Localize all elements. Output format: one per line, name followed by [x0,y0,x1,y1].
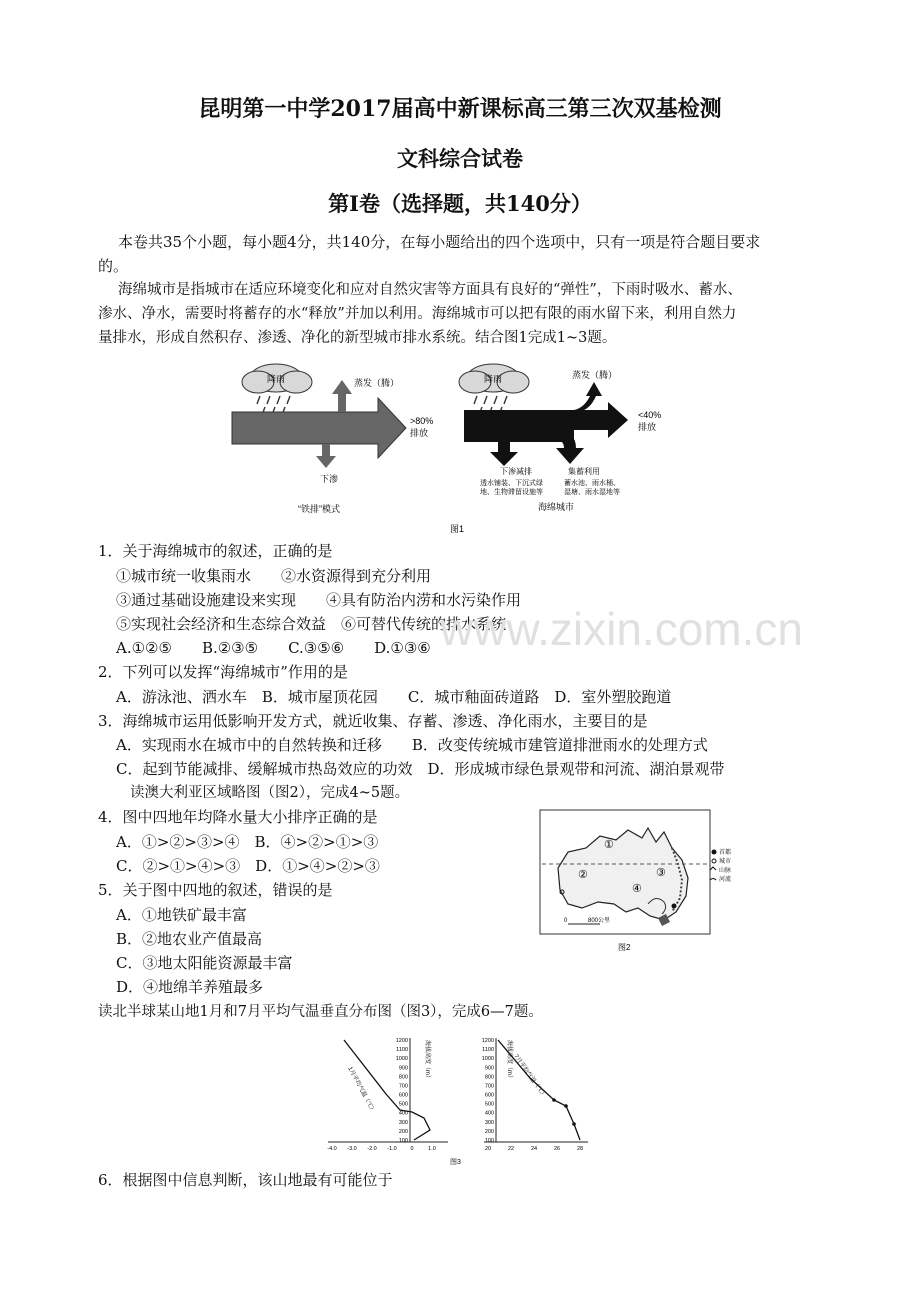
left-down-label: 下渗 [320,474,339,484]
july-point [572,1122,576,1126]
right-out-label: <40% [638,410,662,420]
right-evap-arrow [574,382,602,412]
right-down-arrow [490,442,518,466]
intro-line: 的。 [98,257,129,275]
right-x-tick-label: 28 [576,1146,584,1152]
question-5-option-c: C．③地太阳能资源最丰富 [116,954,293,972]
figure-2-map [538,808,734,958]
question-2-stem: 2．下列可以发挥“海绵城市”作用的是 [98,663,348,681]
question-5-stem: 5．关于图中四地的叙述，错误的是 [98,881,333,899]
map-marker-1: ① [604,839,614,851]
left-flow-arrow [232,398,406,458]
legend-mountain: 山脉 [719,868,732,874]
question-1-item: ⑤实现社会经济和生态综合效益 ⑥可替代传统的排水系统 [116,615,507,633]
january-curve [344,1040,430,1140]
right-store-label: 集蓄利用 [568,467,600,476]
right-y-tick-label: 1100 [482,1047,494,1054]
scale-zero: 0 [564,918,568,924]
right-y-tick-label: 200 [484,1128,494,1135]
legend-river: 河流 [719,877,732,883]
passage-line: 量排水，形成自然积存、渗透、净化的新型城市排水系统。结合图1完成1~3题。 [98,330,617,346]
right-y-tick-label: 500 [484,1101,494,1108]
page-subtitle: 文科综合试卷 [397,146,523,171]
left-x-tick-label: -3.0 [347,1146,357,1152]
left-y-tick-label: 1200 [395,1038,408,1044]
left-y-tick-label: 1100 [396,1047,408,1054]
left-y-tick-label: 600 [398,1092,408,1099]
right-evap-label: 蒸发（腾） [572,370,618,380]
left-down-arrow [316,444,336,468]
question-2-options: A．游泳池、洒水车 B．城市屋顶花园 C．城市釉面砖道路 D．室外塑胶跑道 [116,688,672,706]
map-marker-4: ④ [632,883,642,895]
right-down-note: 透水铺装、下沉式绿 [480,480,543,487]
river-icon [710,879,716,881]
section-title: 第I卷（选择题，共140分） [328,191,592,216]
question-1-stem: 1．关于海绵城市的叙述，正确的是 [98,542,333,560]
left-y-tick-label: 200 [398,1128,408,1135]
map-marker-3: ③ [656,867,666,879]
passage-line: 渗水、净水，需要时将蓄存的水“释放”并加以利用。海绵城市可以把有限的雨水留下来，利用自然力 [98,306,737,322]
right-x-tick-label: 24 [530,1146,538,1152]
right-y-tick-label: 1200 [481,1038,494,1044]
left-y-label: 海拔高度（m） [424,1040,430,1081]
left-y-tick-label: 900 [398,1065,408,1072]
question-1-item: ③通过基础设施建设来实现 ④具有防治内涝和水污染作用 [116,591,522,609]
right-x-tick-label: 22 [507,1146,515,1152]
figure-1 [228,352,698,542]
page-title: 昆明第一中学2017届高中新课标高三第三次双基检测 [198,96,722,122]
figure-1-caption: 图1 [450,524,465,534]
question-6-stem: 6．根据图中信息判断，该山地最有可能位于 [98,1171,393,1189]
july-point [564,1104,568,1108]
left-out-label-2: 排放 [410,428,429,438]
question-1-options: A.①②⑤ B.②③⑤ C.③⑤⑥ D.①③⑥ [116,639,431,657]
question-3-stem: 3．海绵城市运用低影响开发方式，就近收集、存蓄、渗透、净化雨水，主要目的是 [98,712,648,730]
mountain-icon [710,867,716,870]
map-marker-2: ② [578,869,588,881]
legend-city: 城市 [719,859,732,865]
question-1-item: ①城市统一收集雨水 ②水资源得到充分利用 [116,567,432,585]
figure-3-chart [318,1028,600,1168]
right-y-tick-label: 700 [484,1083,494,1090]
right-y-tick-label: 1000 [481,1056,494,1063]
left-out-label: >80% [410,416,434,426]
left-y-tick-label: 400 [398,1110,408,1117]
right-y-tick-label: 900 [484,1065,494,1072]
intro-line: 本卷共35个小题，每小题4分，共140分，在每小题给出的四个选项中，只有一项是符合题目要求 [118,233,761,251]
right-y-tick-label: 600 [484,1092,494,1099]
capital-icon [672,904,677,909]
january-curve-label: 1月平均气温（℃） [346,1066,376,1115]
left-x-tick-label: 1.0 [428,1146,436,1152]
right-y-label: 海拔高度（m） [506,1040,512,1081]
passage-2: 读澳大利亚区域略图（图2），完成4~5题。 [130,785,410,801]
question-3-options: C．起到节能减排、缓解城市热岛效应的功效 D．形成城市绿色景观带和河流、湖泊景观带 [116,760,725,778]
left-evap-label: 蒸发（腾） [354,378,400,388]
left-y-tick-label: 300 [398,1119,408,1126]
left-y-tick-label: 100 [398,1138,408,1144]
right-store-note: 湿塘、雨水湿地等 [564,489,620,496]
right-x-tick-label: 26 [553,1146,561,1152]
july-curve-label: 7月平均气温（℃） [512,1053,547,1100]
right-x-tick-label: 20 [484,1146,492,1152]
city-icon [712,859,716,863]
question-4-options: A．①>②>③>④ B．④>②>①>③ [116,833,379,851]
left-x-tick-label: -1.0 [387,1146,397,1152]
left-rain-label: 降雨 [266,374,286,384]
right-y-tick-label: 100 [484,1138,494,1144]
question-4-stem: 4．图中四地年均降水量大小排序正确的是 [98,808,378,826]
left-evap-arrow [332,380,352,412]
right-out-label-2: 排放 [638,422,657,432]
right-y-tick-label: 300 [484,1119,494,1126]
right-down-label: 下渗减排 [500,467,532,476]
left-x-tick-label: 0 [410,1146,414,1152]
right-y-tick-label: 800 [484,1074,494,1081]
figure-3-caption: 图3 [450,1159,461,1166]
left-x-tick-label: -2.0 [367,1146,377,1152]
question-4-options: C．②>①>④>③ D．①>④>②>③ [116,857,380,875]
left-caption: “铁排”模式 [298,504,340,514]
left-y-tick-label: 1000 [395,1056,408,1063]
left-y-tick-label: 700 [398,1083,408,1090]
right-store-note: 蓄水池、雨水桶、 [564,480,620,487]
question-5-option-b: B．②地农业产值最高 [116,930,263,948]
right-down-note: 地、生物滞留设施等 [480,489,543,496]
question-5-option-a: A．①地铁矿最丰富 [116,906,247,924]
passage-line: 海绵城市是指城市在适应环境变化和应对自然灾害等方面具有良好的“弹性”，下雨时吸水、蓄水、 [118,282,742,298]
watermark: www.zixin.com.cn [440,603,803,655]
passage-3: 读北半球某山地1月和7月平均气温垂直分布图（图3），完成6—7题。 [98,1004,543,1020]
left-y-tick-label: 500 [398,1101,408,1108]
left-x-tick-label: -4.0 [327,1146,337,1152]
question-5-option-d: D．④地绵羊养殖最多 [116,978,264,996]
legend-capital: 首都 [719,850,732,856]
scale-label: 800公里 [588,918,611,924]
july-point [552,1098,556,1102]
right-caption: 海绵城市 [538,502,575,512]
right-store-arrow [554,430,584,464]
question-3-options: A．实现雨水在城市中的自然转换和迁移 B．改变传统城市建管道排泄雨水的处理方式 [116,736,708,754]
right-y-tick-label: 400 [484,1110,494,1117]
left-y-tick-label: 800 [398,1074,408,1081]
figure-2-caption: 图2 [618,943,631,952]
capital-icon [712,850,717,855]
right-rain-label: 降雨 [483,374,503,384]
